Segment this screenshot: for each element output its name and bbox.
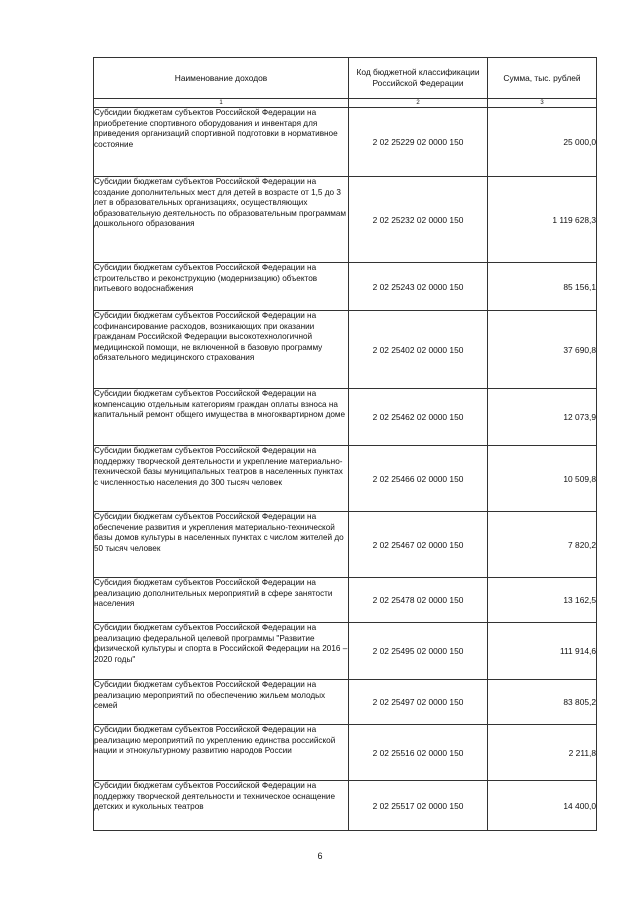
table-row [94, 781, 597, 831]
sum-cell: 83 805,2 [488, 680, 597, 725]
table-row [94, 623, 597, 680]
table-row [94, 446, 597, 512]
income-name-cell: Субсидии бюджетам субъектов Российской Федерации на строительство и реконструкцию (модернизацию) объектов питьевого водоснабжения [94, 263, 349, 311]
income-name-cell: Субсидии бюджетам субъектов Российской Федерации на реализацию мероприятий по обеспечению жильем молодых семей [94, 680, 349, 725]
header-budget-code: Код бюджетной классификации Российской Федерации [349, 58, 488, 99]
budget-code-cell: 2 02 25497 02 0000 150 [349, 680, 488, 725]
sum-cell: 14 400,0 [488, 781, 597, 831]
sum-cell: 7 820,2 [488, 512, 597, 578]
budget-code-cell: 2 02 25402 02 0000 150 [349, 311, 488, 389]
budget-code-cell: 2 02 25462 02 0000 150 [349, 389, 488, 446]
income-name-cell: Субсидии бюджетам субъектов Российской Федерации на поддержку творческой деятельности и укрепление материально-технической базы муниципальных театров в населенных пунктах с численностью населения до 300 тысяч человек [94, 446, 349, 512]
column-number: 3 [488, 99, 597, 108]
sum-cell: 12 073,9 [488, 389, 597, 446]
sum-cell: 37 690,8 [488, 311, 597, 389]
budget-income-table [93, 57, 597, 831]
income-name-cell: Субсидия бюджетам субъектов Российской Федерации на реализацию дополнительных мероприятий в сфере занятости населения [94, 578, 349, 623]
budget-code-cell: 2 02 25495 02 0000 150 [349, 623, 488, 680]
table-row [94, 389, 597, 446]
income-name-cell: Субсидии бюджетам субъектов Российской Федерации на приобретение спортивного оборудования и инвентаря для приведения организаций спортивной подготовки в нормативное состояние [94, 108, 349, 177]
table-row [94, 680, 597, 725]
sum-cell: 85 156,1 [488, 263, 597, 311]
column-number-row [94, 99, 597, 108]
sum-cell: 111 914,6 [488, 623, 597, 680]
table-row [94, 108, 597, 177]
income-name-cell: Субсидии бюджетам субъектов Российской Федерации на поддержку творческой деятельности и техническое оснащение детских и кукольных театров [94, 781, 349, 831]
table-row [94, 311, 597, 389]
budget-code-cell: 2 02 25467 02 0000 150 [349, 512, 488, 578]
income-name-cell: Субсидии бюджетам субъектов Российской Федерации на компенсацию отдельным категориям граждан оплаты взноса на капитальный ремонт общего имущества в многоквартирном доме [94, 389, 349, 446]
table-row [94, 263, 597, 311]
table-row [94, 725, 597, 781]
page-number: 6 [317, 851, 323, 861]
table-row [94, 578, 597, 623]
budget-code-cell: 2 02 25232 02 0000 150 [349, 177, 488, 263]
column-number: 2 [349, 99, 488, 108]
budget-code-cell: 2 02 25517 02 0000 150 [349, 781, 488, 831]
income-name-cell: Субсидии бюджетам субъектов Российской Федерации на создание дополнительных мест для детей в возрасте от 1,5 до 3 лет в образовательных организациях, осуществляющих образовательную деятельность по образовательным программам дошкольного образования [94, 177, 349, 263]
table-row [94, 512, 597, 578]
sum-cell: 13 162,5 [488, 578, 597, 623]
sum-cell: 10 509,8 [488, 446, 597, 512]
budget-code-cell: 2 02 25229 02 0000 150 [349, 108, 488, 177]
sum-cell: 2 211,8 [488, 725, 597, 781]
income-name-cell: Субсидии бюджетам субъектов Российской Федерации на обеспечение развития и укрепления материально-технической базы домов культуры в населенных пунктах с числом жителей до 50 тысяч человек [94, 512, 349, 578]
sum-cell: 1 119 628,3 [488, 177, 597, 263]
header-sum: Сумма, тыс. рублей [488, 58, 597, 99]
income-name-cell: Субсидии бюджетам субъектов Российской Федерации на софинансирование расходов, возникающих при оказании гражданам Российской Федерации высокотехнологичной медицинской помощи, не включенной в базовую программу обязательного медицинского страхования [94, 311, 349, 389]
income-name-cell: Субсидии бюджетам субъектов Российской Федерации на реализацию федеральной целевой программы "Развитие физической культуры и спорта в Российской Федерации на 2016 – 2020 годы" [94, 623, 349, 680]
header-income-name: Наименование доходов [94, 58, 349, 99]
budget-code-cell: 2 02 25516 02 0000 150 [349, 725, 488, 781]
budget-code-cell: 2 02 25466 02 0000 150 [349, 446, 488, 512]
table-header-row [94, 58, 597, 99]
column-number: 1 [94, 99, 349, 108]
sum-cell: 25 000,0 [488, 108, 597, 177]
table-row [94, 177, 597, 263]
budget-code-cell: 2 02 25243 02 0000 150 [349, 263, 488, 311]
budget-code-cell: 2 02 25478 02 0000 150 [349, 578, 488, 623]
income-name-cell: Субсидии бюджетам субъектов Российской Федерации на реализацию мероприятий по укреплению единства российской нации и этнокультурному развитию народов России [94, 725, 349, 781]
